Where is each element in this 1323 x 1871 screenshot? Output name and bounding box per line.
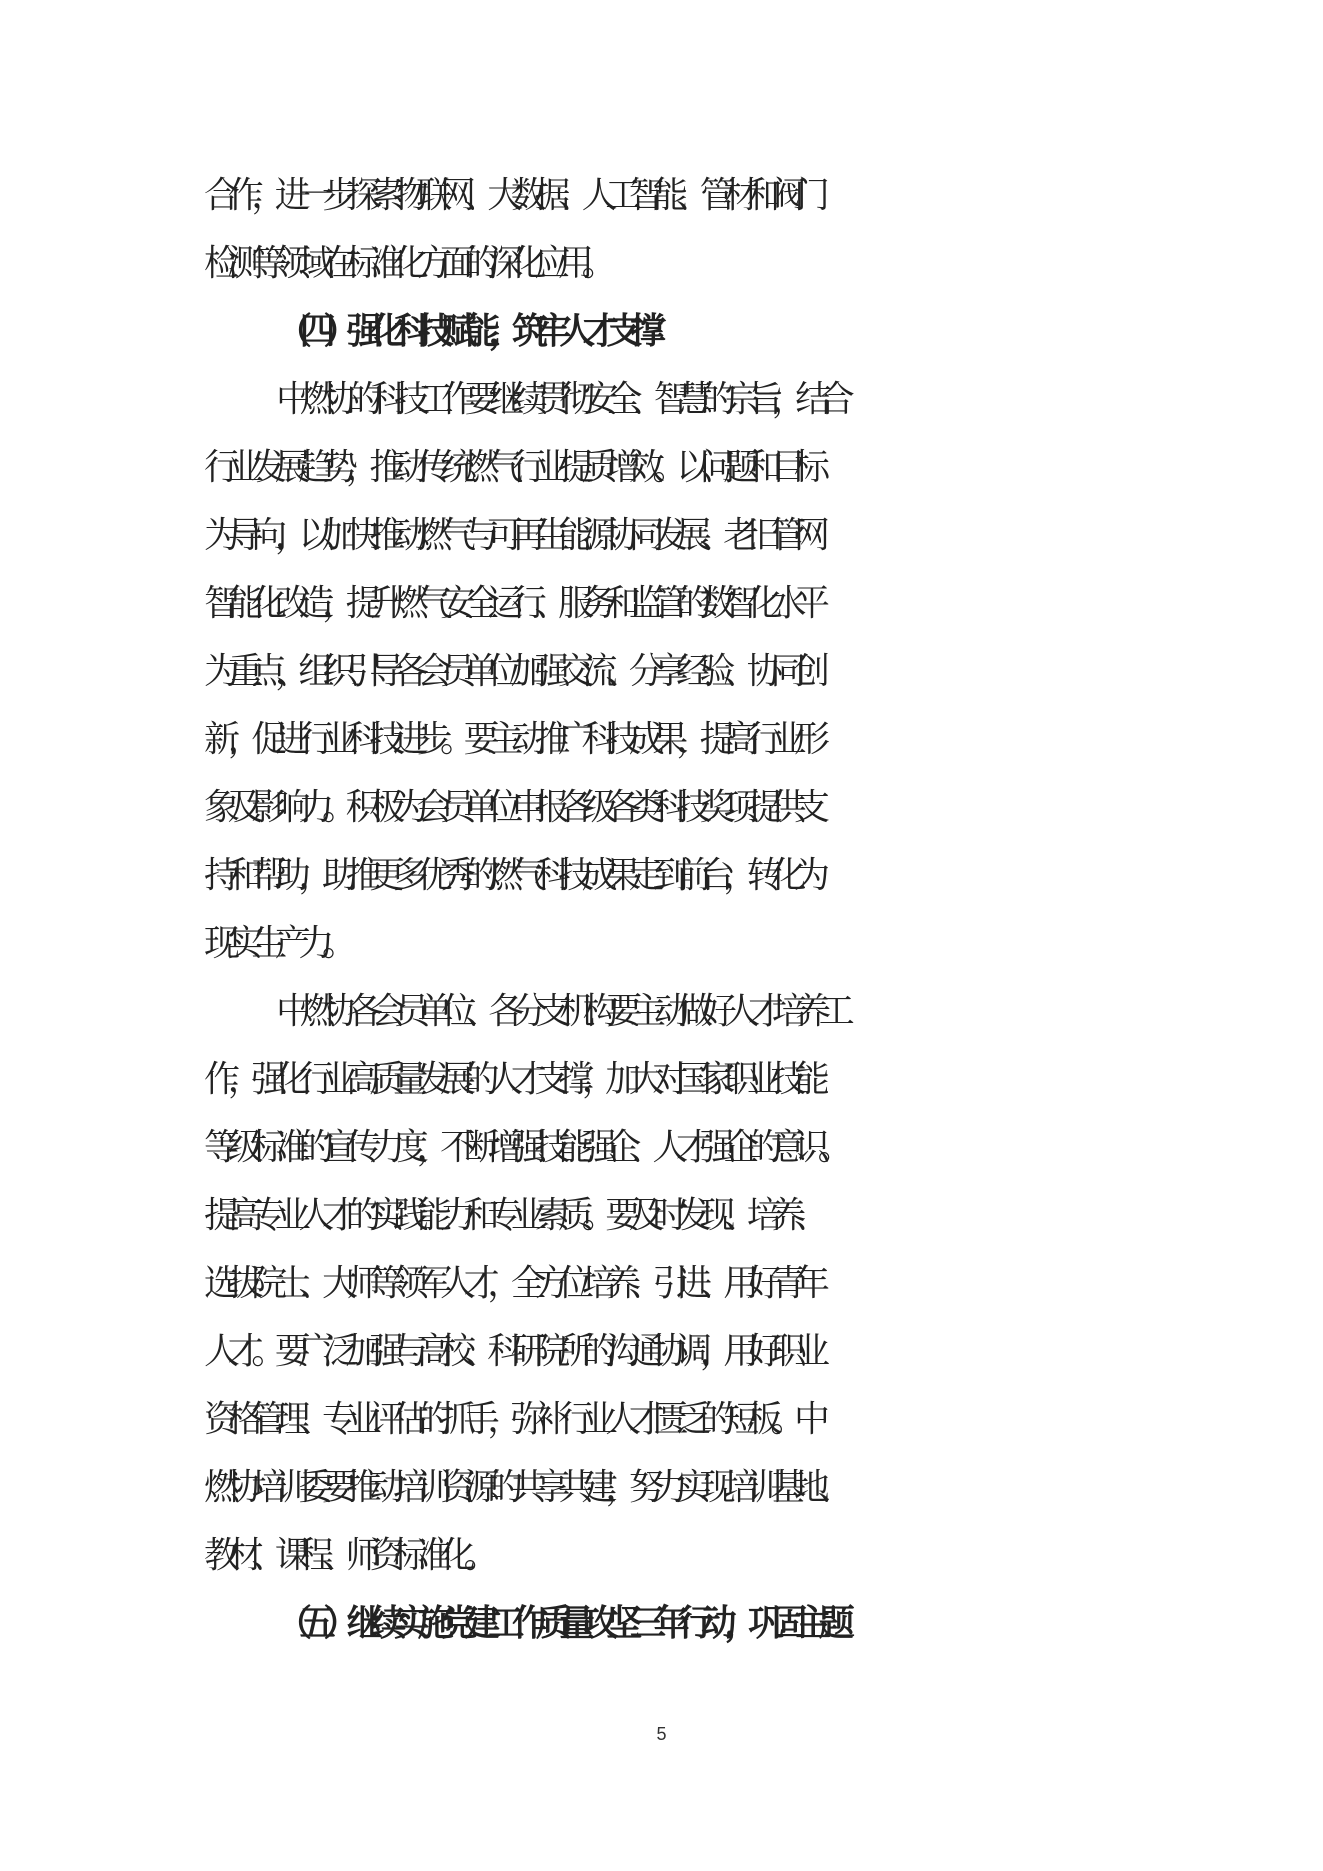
text-line: 现实生产力。 [204,923,346,964]
text-line: 合作，进一步探索物联网、大数据、人工智能、管材和阀门 [204,175,818,216]
text-line: 新，促进行业科技进步。要主动推广科技成果，提高行业形 [204,719,818,760]
text-line: 资格管理、专业评估的抓手，弥补行业人才匮乏的短板。中 [204,1399,818,1440]
section-heading: （四）强化科技赋能，筑牢人才支撑 [276,311,654,352]
text-line: 为导向，以加快推动燃气与可再生能源协同发展、老旧管网 [204,515,818,556]
text-line: 作，强化行业高质量发展的人才支撑，加大对国家职业技能 [204,1059,818,1100]
text-line: 行业发展趋势，推动传统燃气行业提质增效。以问题和目标 [204,447,818,488]
paragraph-first-line: 中燃协各会员单位、各分支机构要主动做好人才培养工 [276,991,843,1032]
text-line: 教材、课程、师资标准化。 [204,1535,488,1576]
section-heading: （五）继续实施党建工作质量攻坚三年行动，巩固主题 [276,1603,843,1644]
text-line: 人才。要广泛加强与高校、科研院所的沟通协调，用好职业 [204,1331,818,1372]
page-number: 5 [656,1724,667,1744]
text-line: 选拔院士、大师等领军人才，全方位培养、引进、用好青年 [204,1263,818,1304]
text-line: 等级标准的宣传力度，不断增强技能强企、人才强企的意识。 [204,1127,842,1168]
text-line: 提高专业人才的实践能力和专业素质。要及时发现、培养、 [204,1195,818,1236]
paragraph-first-line: 中燃协的科技工作要继续贯彻安全、智慧的宗旨，结合 [276,379,843,420]
text-line: 燃协培训委要推动培训资源的共享共建，努力实现培训基地、 [204,1467,842,1508]
text-line: 检测等领域在标准化方面的深化应用。 [204,243,606,284]
text-line: 象及影响力。积极为会员单位申报各级各类科技奖项提供支 [204,787,818,828]
text-line: 智能化改造，提升燃气安全运行、服务和监管的数智化水平 [204,583,818,624]
text-line: 为重点，组织引导各会员单位加强交流、分享经验、协同创 [204,651,818,692]
text-line: 持和帮助，助推更多优秀的燃气科技成果走到前台，转化为 [204,855,818,896]
